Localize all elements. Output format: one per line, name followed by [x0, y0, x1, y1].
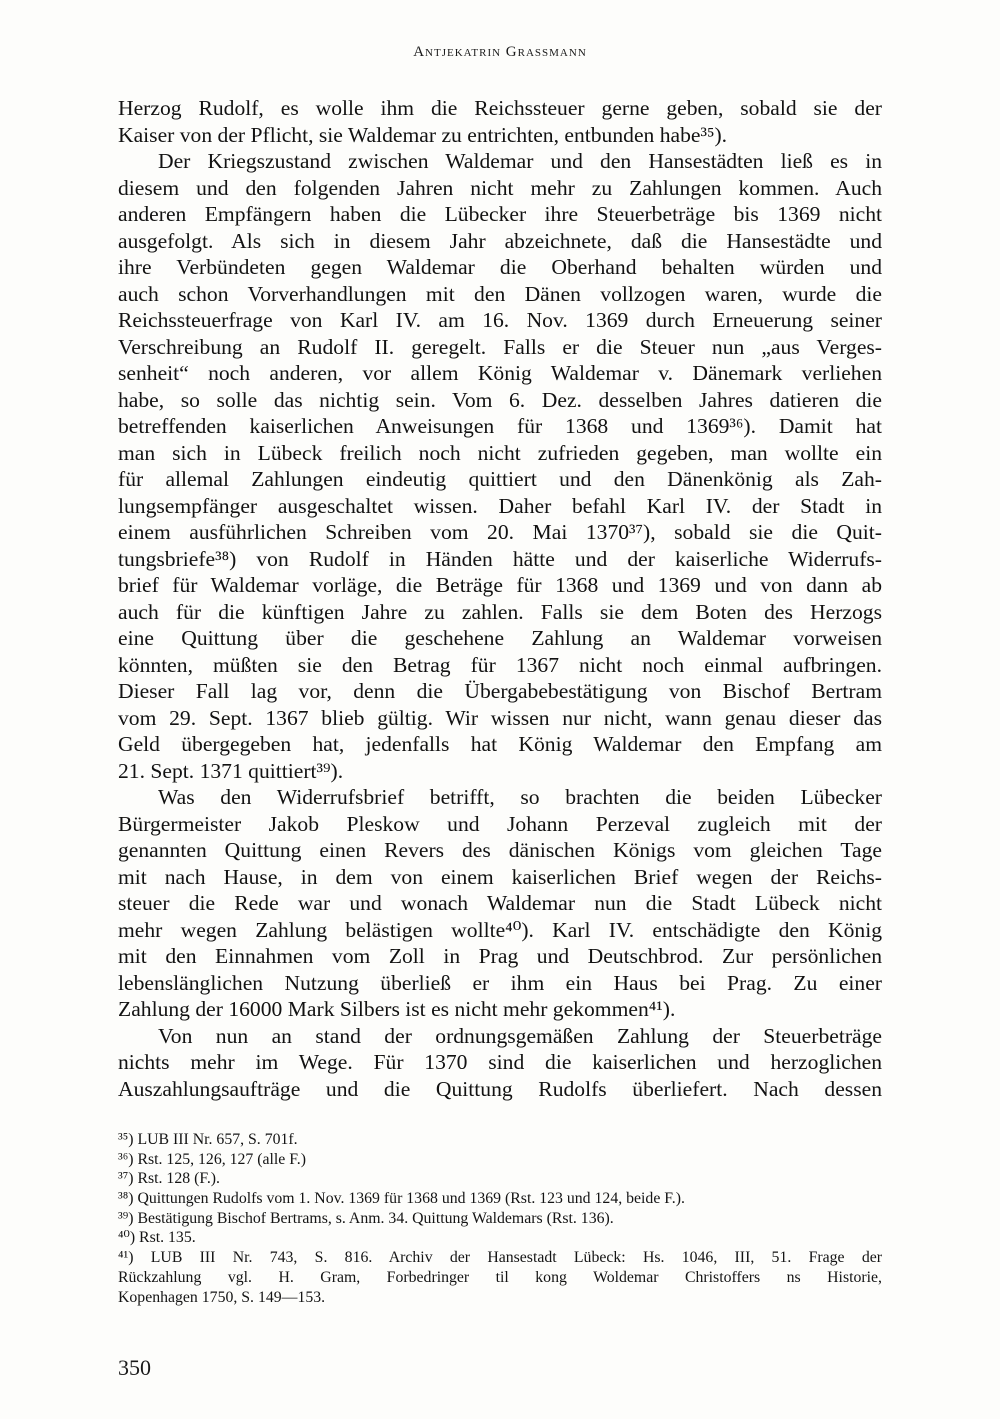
text-line: vom 29. Sept. 1367 blieb gültig. Wir wissen nur nicht, wann genau dieser das — [118, 705, 882, 730]
footnote: ³⁶) Rst. 125, 126, 127 (alle F.) — [118, 1150, 306, 1168]
text-line: genannten Quittung einen Revers des dänischen Königs vom gleichen Tage — [118, 838, 882, 862]
text-line: Dieser Fall lag vor, denn die Übergabebestätigung von Bischof Bertram — [118, 679, 882, 703]
text-line: Bürgermeister Jakob Pleskow und Johann Perzeval zugleich mit der — [118, 811, 882, 836]
text-line: betreffenden kaiserlichen Anweisungen für 1368 und 1369³⁶). Damit hat — [118, 414, 882, 438]
footnote: ³⁹) Bestätigung Bischof Bertrams, s. Anm. 34. Quittung Waldemars (Rst. 136). — [118, 1209, 614, 1227]
text-line: Reichssteuerfrage von Karl IV. am 16. Nov. 1369 durch Erneuerung seiner — [118, 308, 882, 332]
footnote: ⁴¹) LUB III Nr. 743, S. 816. Archiv der Hansestadt Lübeck: Hs. 1046, III, 51. Frage der — [118, 1249, 882, 1267]
text-line: eine Quittung über die geschehene Zahlung an Waldemar vorweisen — [118, 626, 882, 650]
text-line: mit den Einnahmen vom Zoll in Prag und Deutschbrod. Zur persönlichen — [118, 944, 882, 968]
text-line: lungsempfänger ausgeschaltet wissen. Daher befahl Karl IV. der Stadt in — [118, 493, 882, 518]
text-line: brief für Waldemar vorläge, die Beträge für 1368 und 1369 und von dann ab — [118, 573, 882, 597]
text-line: Was den Widerrufsbrief betrifft, so brachten die beiden Lübecker — [158, 785, 882, 809]
page-number: 350 — [118, 1355, 151, 1380]
text-line: anderen Empfängern haben die Lübecker ihre Steuerbeträge bis 1369 nicht — [118, 202, 882, 226]
footnote: ³⁷) Rst. 128 (F.). — [118, 1170, 221, 1188]
text-line: steuer die Rede war und wonach Waldemar nun die Stadt Lübeck nicht — [118, 891, 882, 915]
text-line: auch schon Vorverhandlungen mit den Dänen vollzogen waren, wurde die — [118, 281, 882, 306]
text-line: Kaiser von der Pflicht, sie Waldemar zu entrichten, entbunden habe³⁵). — [118, 122, 728, 147]
footnote: ³⁸) Quittungen Rudolfs vom 1. Nov. 1369 für 1368 und 1369 (Rst. 123 und 124, beide F.). — [118, 1190, 685, 1208]
running-header: Antjekatrin Grassmann — [413, 44, 587, 60]
text-line: Geld übergegeben hat, jedenfalls hat König Waldemar den Empfang am — [118, 732, 882, 756]
text-line: Auszahlungsaufträge und die Quittung Rudolfs überliefert. Nach dessen — [118, 1076, 882, 1101]
text-line: auch für die künftigen Jahre zu zahlen. Falls sie dem Boten des Herzogs — [118, 599, 882, 624]
text-line: ihre Verbündeten gegen Waldemar die Oberhand behalten würden und — [118, 255, 882, 279]
text-line: man sich in Lübeck freilich noch nicht zufrieden gegeben, man wollte ein — [118, 440, 882, 465]
text-line: senheit“ noch anderen, vor allem König Waldemar v. Dänemark verliehen — [118, 361, 882, 385]
text-line: Verschreibung an Rudolf II. geregelt. Falls er die Steuer nun „aus Verges- — [118, 334, 882, 359]
text-line: mehr wegen Zahlung belästigen wollte⁴⁰). Karl IV. entschädigte den König — [118, 917, 882, 942]
text-line: 21. Sept. 1371 quittiert³⁹). — [118, 758, 344, 783]
text-line: Zahlung der 16000 Mark Silbers ist es nicht mehr gekommen⁴¹). — [118, 997, 676, 1021]
main-text — [118, 95, 882, 1102]
text-line: könnten, müßten sie den Betrag für 1367 nicht noch einmal aufbringen. — [118, 652, 882, 677]
footnote: ³⁵) LUB III Nr. 657, S. 701f. — [118, 1131, 298, 1148]
footnote: ⁴⁰) Rst. 135. — [118, 1229, 196, 1247]
text-line: tungsbriefe³⁸) von Rudolf in Händen hätte und der kaiserliche Widerrufs- — [118, 546, 882, 571]
footnote-continuation: Rückzahlung vgl. H. Gram, Forbedringer til kong Woldemar Christoffers ns Historie, — [118, 1268, 882, 1286]
text-line: diesem und den folgenden Jahren nicht mehr zu Zahlungen kommen. Auch — [118, 175, 882, 200]
text-line: einem ausführlichen Schreiben vom 20. Mai 1370³⁷), sobald sie die Quit- — [118, 520, 882, 544]
text-line: lebenslänglichen Nutzung überließ er ihm ein Haus bei Prag. Zu einer — [118, 970, 882, 995]
text-line: Der Kriegszustand zwischen Waldemar und den Hansestädten ließ es in — [158, 149, 882, 173]
text-line: Herzog Rudolf, es wolle ihm die Reichssteuer gerne geben, sobald sie der — [118, 96, 882, 120]
text-line: mit nach Hause, in dem von einem kaiserlichen Brief wegen der Reichs- — [118, 864, 882, 889]
text-line: ausgefolgt. Als sich in diesem Jahr abzeichnete, daß die Hansestädte und — [118, 228, 882, 253]
text-line: Von nun an stand der ordnungsgemäßen Zahlung der Steuerbeträge — [158, 1023, 882, 1048]
text-line: habe, so solle das nichtig sein. Vom 6. Dez. desselben Jahres datieren die — [118, 387, 882, 412]
footnotes — [118, 1130, 882, 1307]
text-line: nichts mehr im Wege. Für 1370 sind die kaiserlichen und herzoglichen — [118, 1050, 882, 1074]
text-line: für allemal Zahlungen eindeutig quittiert und den Dänenkönig als Zah- — [118, 467, 882, 491]
footnote-continuation: Kopenhagen 1750, S. 149—153. — [118, 1288, 326, 1306]
